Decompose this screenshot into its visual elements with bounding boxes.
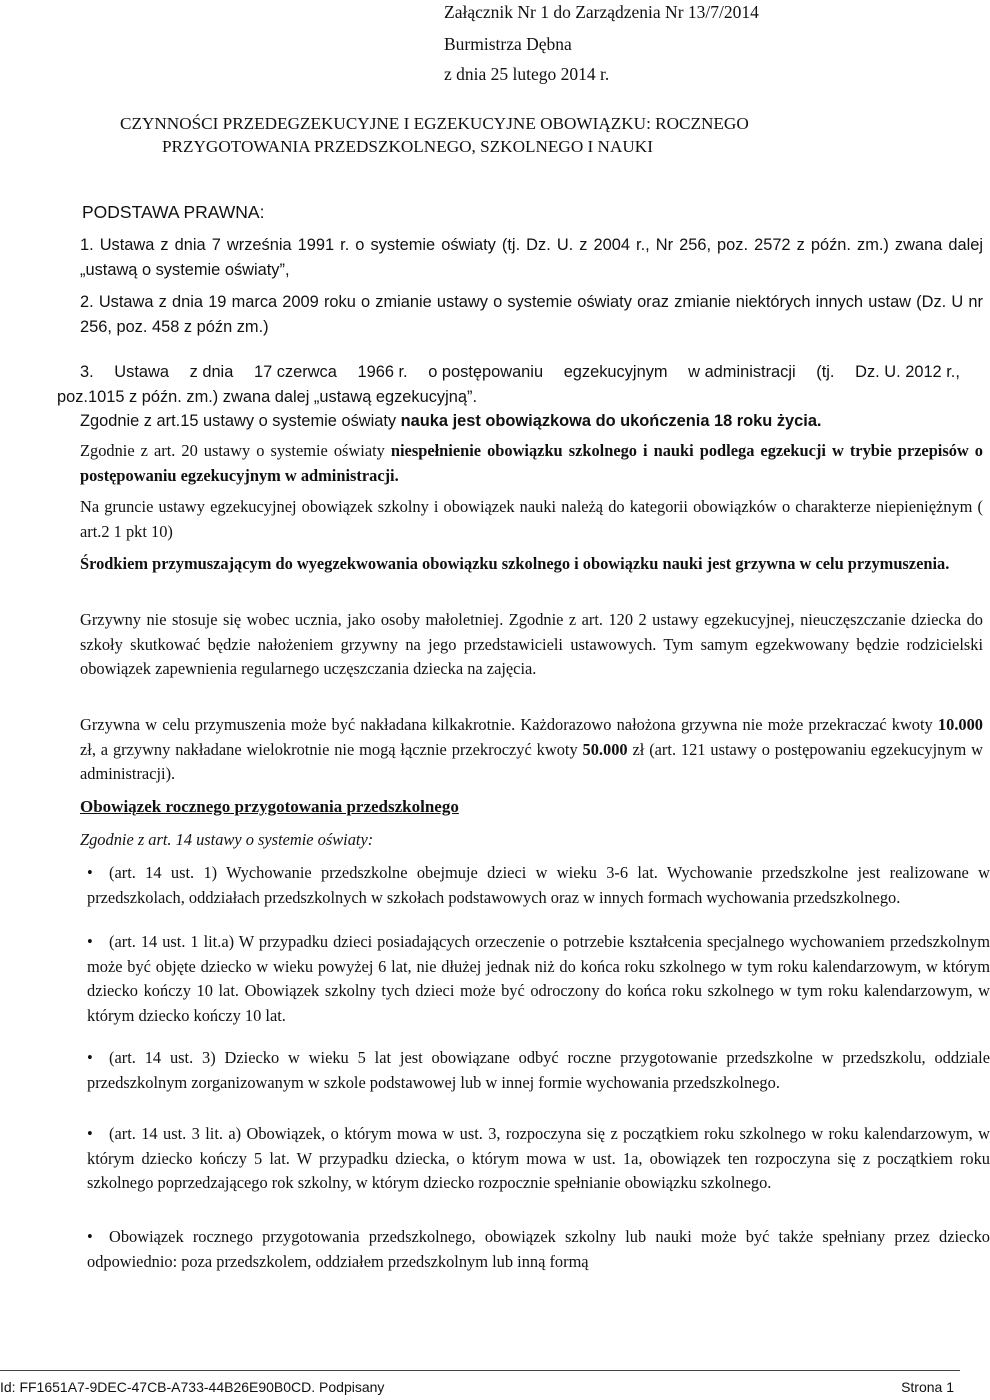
page-number: Strona 1 bbox=[901, 1379, 954, 1395]
art-20-lead: Zgodnie z art. 20 ustawy o systemie oświaty bbox=[80, 441, 391, 460]
item-3-word: o postępowaniu bbox=[428, 363, 544, 381]
legal-basis-item-1: 1. Ustawa z dnia 7 września 1991 r. o systemie oświaty (tj. Dz. U. z 2004 r., Nr 256, poz. 2572 z późn. zm.) zwana dalej „ustawą o systemie oświaty”, bbox=[80, 236, 983, 279]
document-title-line-2: PRZYGOTOWANIA PRZEDSZKOLNEGO, SZKOLNEGO I NAUKI bbox=[162, 137, 653, 156]
item-3-word: egzekucyjnym bbox=[563, 363, 668, 381]
legal-basis-item-3-rest: poz.1015 z późn. zm.) zwana dalej „ustawą egzekucyjną”. bbox=[57, 387, 478, 406]
list-item bbox=[57, 930, 990, 1028]
bullet-icon: • bbox=[87, 1124, 93, 1143]
bullet-icon: • bbox=[87, 1048, 93, 1067]
paragraph-minor-pupil: Grzywny nie stosuje się wobec ucznia, jako osoby małoletniej. Zgodnie z art. 120 2 ustawy egzekucyjnej, nieuczęszczanie dziecka do szkoły skutkować będzie nałożeniem grzywny na jego przedstawicieli ustawowych. Tym samym egzekwowany będzie rodzicielski obowiązek zapewnienia regularnego uczęszczania dziecka na zajęcia. bbox=[80, 610, 983, 678]
art-15-lead: Zgodnie z art.15 ustawy o systemie oświaty bbox=[80, 412, 401, 430]
list-item-text: (art. 14 ust. 1) Wychowanie przedszkolne obejmuje dzieci w wieku 3-6 lat. Wychowanie przedszkolne jest realizowane w przedszkolach, oddziałach przedszkolnych w szkołach podstawowych oraz w innych formach wychowania przedszkolnego. bbox=[87, 863, 990, 907]
document-title-line-1: CZYNNOŚCI PRZEDEGZEKUCYJNE I EGZEKUCYJNE OBOWIĄZKU: ROCZNEGO bbox=[120, 114, 749, 133]
bullet-icon: • bbox=[87, 1227, 93, 1246]
paragraph-repeated-fine bbox=[57, 713, 983, 787]
list-item-text: (art. 14 ust. 3 lit. a) Obowiązek, o którym mowa w ust. 3, rozpoczyna się z początkiem roku szkolnego w roku kalendarzowym, w którym dziecko kończy 5 lat. W przypadku dziecka, o którym mowa w ust. 1a, obowiązek ten rozpoczyna się z początkiem roku szkolnego poprzedzającego rok szkolny, w którym dziecko rozpocznie spełnianie obowiązku szkolnego. bbox=[87, 1124, 990, 1192]
paragraph-art-20 bbox=[57, 439, 983, 488]
item-3-word: z dnia bbox=[189, 363, 234, 381]
item-3-word: Dz. U. 2012 r., bbox=[855, 363, 960, 381]
bullet-icon: • bbox=[87, 863, 93, 882]
header-date-line: z dnia 25 lutego 2014 r. bbox=[444, 64, 610, 84]
document-id: Id: FF1651A7-9DEC-47CB-A733-44B26E90B0CD. Podpisany bbox=[0, 1379, 385, 1395]
header-annex-line: Załącznik Nr 1 do Zarządzenia Nr 13/7/2014 bbox=[444, 2, 759, 22]
header-mayor-line: Burmistrza Dębna bbox=[444, 34, 572, 54]
fine-text: zł (art. 121 ustawy o postępowaniu egzekucyjnym w administracji). bbox=[80, 739, 983, 783]
section-intro: Zgodnie z art. 14 ustawy o systemie oświaty: bbox=[80, 830, 374, 849]
fine-amount-single: 10.000 bbox=[937, 715, 983, 734]
list-item-text: (art. 14 ust. 1 lit.a) W przypadku dzieci posiadających orzeczenie o potrzebie kształcenia specjalnego wychowaniem przedszkolnym może być objęte dziecko w wieku powyżej 6 lat, nie dłużej jednak niż do końca roku szkolnego w tym roku kalendarzowym, w którym dziecko kończy 10 lat. Obowiązek szkolny tych dzieci może być odroczony do końca roku szkolnego w tym roku kalendarzowym, w którym dziecko kończy 10 lat. bbox=[87, 932, 990, 1025]
item-3-word: 1966 r. bbox=[357, 363, 408, 381]
fine-text: Grzywna w celu przymuszenia może być nakładana kilkakrotnie. Każdorazowo nałożona grzywna nie może przekraczać kwoty bbox=[80, 715, 938, 734]
bullet-icon: • bbox=[87, 932, 93, 951]
legal-basis-item-2: 2. Ustawa z dnia 19 marca 2009 roku o zmianie ustawy o systemie oświaty oraz zmianie niektórych innych ustaw (Dz. U nr 256, poz. 458 z późn zm.) bbox=[80, 293, 983, 336]
item-3-word: 17 czerwca bbox=[253, 363, 337, 381]
list-item-text: Obowiązek rocznego przygotowania przedszkolnego, obowiązek szkolny lub nauki może być także spełniany przez dziecko odpowiednio: poza przedszkolem, oddziałem przedszkolnym lub inną formą bbox=[87, 1227, 990, 1271]
item-3-word: (tj. bbox=[816, 363, 835, 381]
art-15-emphasis: nauka jest obowiązkowa do ukończenia 18 roku życia. bbox=[400, 412, 822, 430]
legal-basis-heading: PODSTAWA PRAWNA: bbox=[82, 202, 265, 222]
fine-text: zł, a grzywny nakładane wielokrotnie nie mogą łącznie przekroczyć kwoty bbox=[80, 739, 583, 759]
legal-basis-item-3 bbox=[57, 360, 960, 409]
list-item bbox=[57, 1122, 990, 1196]
section-title: Obowiązek rocznego przygotowania przedszkolnego bbox=[80, 797, 459, 816]
art-20-emphasis: niespełnienie obowiązku szkolnego i nauki podlega egzekucji w trybie przepisów o postępowaniu egzekucyjnym w administracji. bbox=[80, 441, 983, 485]
legal-basis-item-3-first-line bbox=[57, 360, 960, 385]
list-item bbox=[57, 1225, 990, 1274]
item-3-word: w administracji bbox=[688, 363, 796, 381]
item-3-word: 3. bbox=[80, 363, 94, 381]
page-footer bbox=[0, 1370, 960, 1394]
list-item-text: (art. 14 ust. 3) Dziecko w wieku 5 lat jest obowiązane odbyć roczne przygotowanie przedszkolne w przedszkolu, oddziale przedszkolnym zorganizowanym w szkole podstawowej lub w innej formie wychowania przedszkolnego. bbox=[87, 1048, 990, 1092]
paragraph-obligation-nature: Na gruncie ustawy egzekucyjnej obowiązek szkolny i obowiązek nauki należą do kategorii obowiązków o charakterze niepieniężnym ( art.2 1 pkt 10) bbox=[80, 497, 983, 541]
paragraph-art-15 bbox=[80, 409, 960, 434]
list-item bbox=[57, 861, 990, 910]
list-item bbox=[57, 1046, 990, 1095]
item-3-word: Ustawa bbox=[114, 363, 169, 381]
fine-amount-total: 50.000 bbox=[582, 739, 628, 759]
paragraph-coercive-measure: Środkiem przymuszającym do wyegzekwowania obowiązku szkolnego i obowiązku nauki jest grzywna w celu przymuszenia. bbox=[80, 554, 950, 573]
